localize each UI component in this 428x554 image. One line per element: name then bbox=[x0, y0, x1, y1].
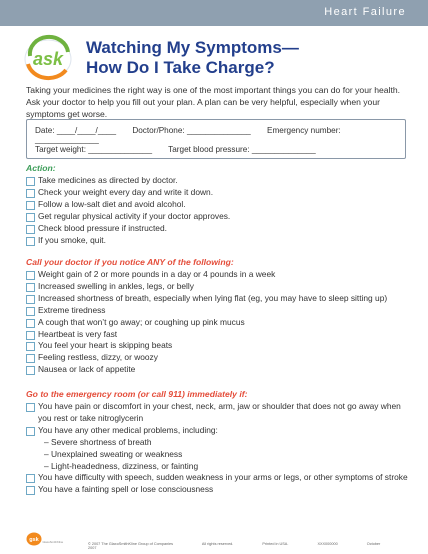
page-title bbox=[86, 38, 299, 78]
title-line-1: Watching My Symptoms— bbox=[86, 38, 299, 57]
form-row-2 bbox=[35, 145, 330, 154]
rights: All rights reserved. bbox=[201, 542, 234, 546]
symptom-item[interactable]: Feeling restless, dizzy, or woozy bbox=[26, 352, 416, 364]
symptom-item[interactable]: A cough that won’t go away; or coughing up pink mucus bbox=[26, 317, 416, 329]
action-item[interactable]: If you smoke, quit. bbox=[26, 235, 416, 247]
emergency-subitem: – Unexplained sweating or weakness bbox=[44, 448, 183, 459]
action-item[interactable]: Get regular physical activity if your doctor approves. bbox=[26, 211, 416, 223]
category-label: Heart Failure bbox=[324, 6, 406, 18]
logo-text: ask bbox=[32, 49, 64, 69]
emergency-subitem: – Severe shortness of breath bbox=[44, 436, 152, 447]
printed: Printed in USA. bbox=[262, 542, 289, 546]
call-doctor-list bbox=[26, 269, 416, 376]
emergency-item[interactable]: You have pain or discomfort in your chest, neck, arm, jaw or shoulder that does not go away when you rest or take nitroglycerin bbox=[26, 401, 416, 425]
symptom-item[interactable]: Weight gain of 2 or more pounds in a day or 4 pounds in a week bbox=[26, 269, 416, 281]
intro-paragraph: Taking your medicines the right way is one of the most important things you can do for your health. Ask your doctor to help you fill out your plan. A plan can be very helpful, especially when your symptoms get worse. bbox=[26, 85, 401, 119]
emergency-subitem: – Light-headedness, dizziness, or fainting bbox=[44, 460, 199, 471]
emergency-item[interactable]: You have any other medical problems, including: bbox=[26, 425, 416, 437]
symptom-item[interactable]: Increased shortness of breath, especially when lying flat (eg, you may have to sleep sitting up) bbox=[26, 293, 416, 305]
footer-text bbox=[88, 542, 406, 550]
title-line-2: How Do I Take Charge? bbox=[86, 58, 275, 77]
emergency-item[interactable]: You have difficulty with speech, sudden weakness in your arms or legs, or other symptoms of stroke bbox=[26, 472, 416, 484]
action-item[interactable]: Follow a low-salt diet and avoid alcohol. bbox=[26, 199, 416, 211]
gsk-logo-text: gsk bbox=[29, 537, 39, 543]
footer-date: October 2007 bbox=[88, 542, 381, 550]
emergency-item[interactable]: You have a fainting spell or lose consciousness bbox=[26, 484, 416, 496]
gsk-logo bbox=[26, 532, 64, 546]
symptom-item[interactable]: Heartbeat is very fast bbox=[26, 329, 416, 341]
plan-form-box bbox=[26, 119, 406, 159]
action-heading: Action: bbox=[26, 163, 56, 173]
doctor-phone-field[interactable]: Doctor/Phone: ______________ bbox=[132, 126, 251, 135]
form-row-1 bbox=[35, 126, 405, 144]
date-field[interactable]: Date: ____/____/____ bbox=[35, 126, 117, 135]
action-item[interactable]: Check blood pressure if instructed. bbox=[26, 223, 416, 235]
action-list bbox=[26, 175, 416, 246]
emergency-list bbox=[26, 401, 416, 496]
call-doctor-heading: Call your doctor if you notice ANY of the following: bbox=[26, 257, 234, 267]
symptom-item[interactable]: Nausea or lack of appetite bbox=[26, 364, 416, 376]
ask-logo bbox=[24, 38, 74, 80]
brand-name: GlaxoSmithKline bbox=[42, 540, 64, 544]
header-bar bbox=[0, 0, 428, 26]
symptom-item[interactable]: You feel your heart is skipping beats bbox=[26, 340, 416, 352]
target-bp-field[interactable]: Target blood pressure: ______________ bbox=[168, 145, 316, 154]
target-weight-field[interactable]: Target weight: ______________ bbox=[35, 145, 152, 154]
action-item[interactable]: Take medicines as directed by doctor. bbox=[26, 175, 416, 187]
symptom-item[interactable]: Increased swelling in ankles, legs, or belly bbox=[26, 281, 416, 293]
item-code: XXX000000 bbox=[317, 542, 338, 546]
footer bbox=[26, 536, 406, 550]
action-item[interactable]: Check your weight every day and write it down. bbox=[26, 187, 416, 199]
copyright: © 2007 The GlaxoSmithKline Group of Companies bbox=[88, 542, 174, 546]
emergency-number-field[interactable]: Emergency number: ______________ bbox=[35, 126, 341, 144]
emergency-heading: Go to the emergency room (or call 911) immediately if: bbox=[26, 389, 248, 399]
symptom-item[interactable]: Extreme tiredness bbox=[26, 305, 416, 317]
